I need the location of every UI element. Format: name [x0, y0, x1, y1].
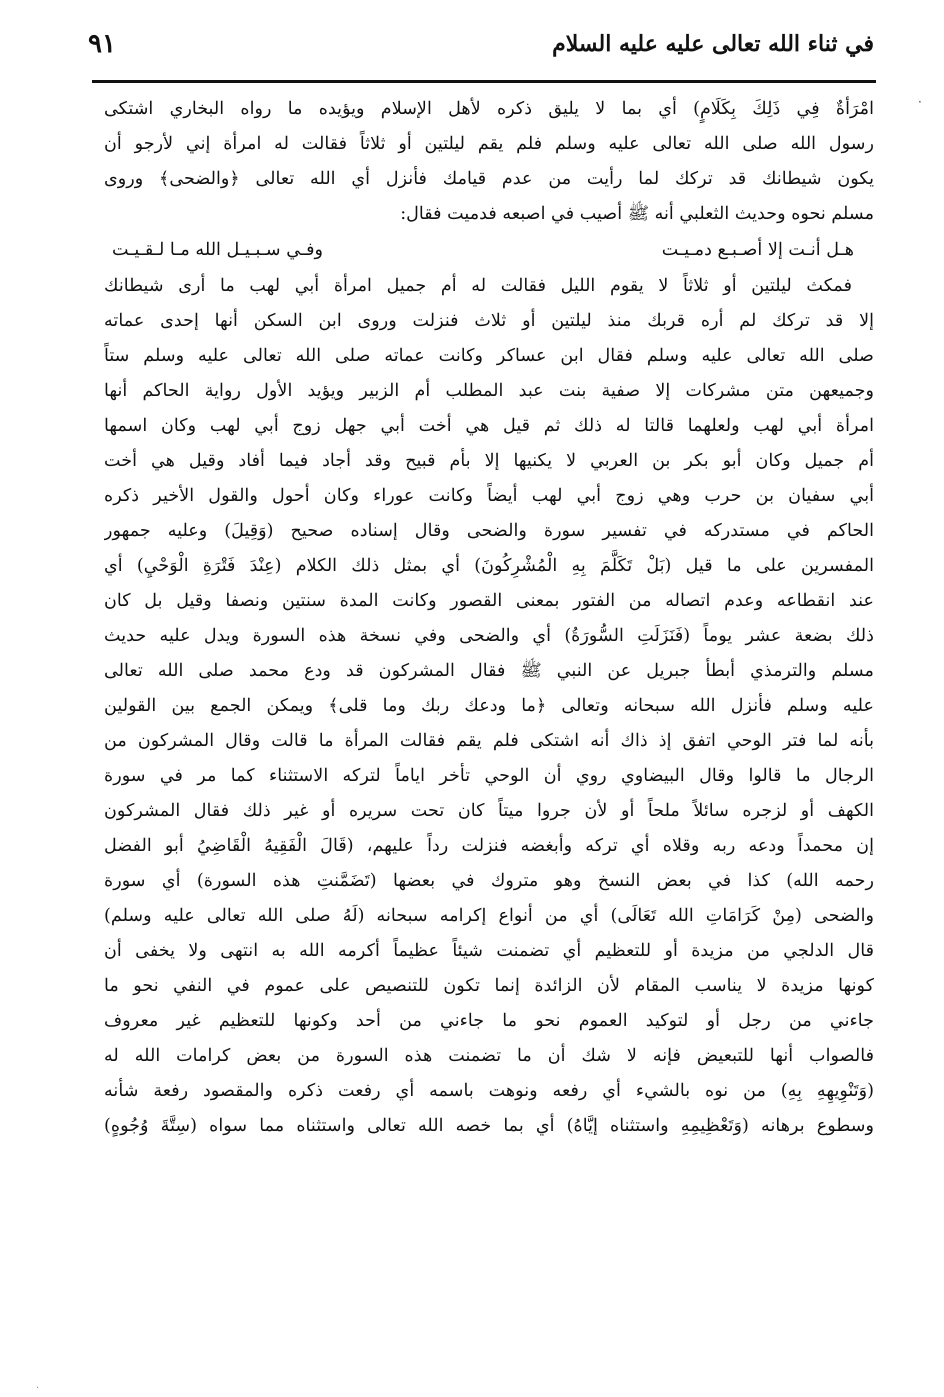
text-line: إن محمداً ودعه ربه وقلاه أي تركه وأبغضه فنزلت رداً عليهم، (قَالَ الْفَقِيهُ الْقَاضِيُ أبو الفضل [104, 836, 874, 856]
text-line: المفسرين على ما قيل (بَلْ تَكَلَّمَ بِهِ الْمُشْرِكُونَ) أي بمثل ذلك الكلام (عِنْدَ فَتْرَةِ الْوَحْيِ) أي [104, 556, 874, 576]
text-line: أبي سفيان بن حرب وهي زوج أبي لهب أيضاً وكانت عوراء وكان أحول والقول الأخير ذكره [104, 486, 874, 506]
text-line: صلى الله تعالى عليه وسلم فقال ابن عساكر وكانت عماته صلى الله تعالى عليه وسلم ستاً [104, 346, 874, 366]
text-line: فالصواب أنها للتبعيض فإنه لا شك أن ما تضمنت هذه السورة من بعض كرامات الله له [104, 1046, 874, 1066]
running-title: في ثناء الله تعالى عليه عليه السلام [552, 31, 874, 57]
text-line: بأنه لما فتر الوحي اتفق إذ ذاك أنه اشتكى فلم يقم فقالت المرأة ما قالت وقال المشركون من [104, 731, 874, 751]
text-line: مسلم والترمذي أبطأ جبريل عن النبي ﷺ فقال المشركون قد ودع محمد صلى الله تعالى [104, 661, 874, 681]
verse-second-hemistich: وفـي سـبـيـل الله مـا لـقـيـت [112, 240, 323, 260]
text-line: أم جميل وكان أبو بكر بن العربي لا يكنيها إلا بأم قبيح وقد أجاد فيما أفاد وقيل هي أخت [104, 451, 874, 471]
margin-mark: · [918, 95, 922, 109]
text-line: كونها مزيدة لا يناسب المقام لأن الزائدة إنما تكون للتنصيص على عموم في النفي نحو ما [104, 976, 874, 996]
text-line: (وَتَنْوِيهِهِ بِهِ) من نوه بالشيء أي رفعه ونوهت باسمه أي رفعت ذكره والمقصود رفعة شأنه [104, 1081, 874, 1101]
text-line: الكهف أو لزجره سائلاً ملحاً أو لأن جروا ميتاً كان تحت سريره أو غير ذلك فقال المشركون [104, 801, 874, 821]
text-line: وسطوع برهانه (وَتَعْظِيمِهِ واستثناه إيَّاهُ) أي بما خصه الله تعالى واستثناه مما سواه (سِتَّةَ وُجُوهٍ) [104, 1116, 874, 1136]
text-line: مسلم نحوه وحديث الثعلبي أنه ﷺ أصيب في اصبعه فدميت فقال: [400, 204, 874, 224]
text-line: رسول الله صلى الله تعالى عليه وسلم فلم يقم ليلتين أو ثلاثاً فقالت له امرأة إني لأرجو أن [104, 134, 874, 154]
text-line: يكون شيطانك قد تركك لما رأيت من عدم قيامك فأنزل أي الله تعالى ﴿والضحى﴾ وروى [104, 169, 874, 189]
text-line: عليه وسلم فأنزل الله سبحانه وتعالى ﴿ما ودعك ربك وما قلى﴾ ويمكن الجمع بين القولين [104, 696, 874, 716]
page-number: ٩١ [88, 29, 116, 59]
text-line: فمكث ليلتين أو ثلاثاً لا يقوم الليل فقالت له أم جميل امرأة أبي لهب ما أرى شيطانك [104, 276, 852, 296]
scan-speck: . [36, 1380, 40, 1391]
text-line: امرأة أبي لهب ولعلهما قالتا له ذلك ثم قيل هي أخت أبي جهل زوج أبي لهب وكان اسمها [104, 416, 874, 436]
text-line: وجميعهن متن مشركات إلا صفية بنت عبد المطلب أم الزبير ويؤيد الأول رواية الحاكم أنها [104, 381, 874, 401]
text-line: إلا قد تركك لم أره قربك منذ ليلتين أو ثلاث فنزلت وروى ابن السكن أنها إحدى عماته [104, 311, 874, 331]
poetry-verse [104, 232, 874, 269]
verse-first-hemistich: هـل أنـت إلا أصـبـع دمـيـت [661, 240, 854, 260]
body-text [104, 92, 874, 1312]
text-line: والضحى (مِنْ كَرَامَاتِ الله تَعَالَى) أي من أنواع إكرامه سبحانه (لَهُ صلى الله تعالى عليه وسلم) [104, 906, 874, 926]
text-line: ذلك بضعة عشر يوماً (فَنَزَلَتِ السُّورَةُ) أي والضحى وفي نسخة هذه السورة ويدل عليه حديث [104, 626, 874, 646]
text-line: جاءني من رجل أو لتوكيد العموم نحو ما جاءني من أحد وكونها للتعظيم غير معروف [104, 1011, 874, 1031]
text-line: امْرَأةٌ فِي ذَلِكَ بِكَلَامٍ) أي بما لا يليق ذكره لأهل الإسلام ويؤيده ما رواه البخاري اشتكى [104, 99, 874, 119]
text-line: عند انقطاعه وعدم اتصاله من الفتور بمعنى القصور وكانت المدة سنتين ونصفا وقيل بل كان [104, 591, 874, 611]
text-line: الرجال ما قالوا وقال البيضاوي روي أن الوحي تأخر اياماً لتركه الاستثناء كما مر في سورة [104, 766, 874, 786]
text-line: الحاكم في مستدركه في تفسير سورة والضحى وقال إسناده صحيح (وَقِيلَ) وعليه جمهور [104, 521, 874, 541]
header-rule [92, 80, 876, 83]
text-line: رحمه الله) كذا في بعض النسخ وهو متروك في بعضها (تَضَمَّنتِ هذه السورة) أي سورة [104, 871, 874, 891]
text-line: قال الدلجي من مزيدة أو للتعظيم أي تضمنت شيئاً عظيماً أكرمه الله به انتهى ولا يخفى أن [104, 941, 874, 961]
page-header [88, 22, 874, 66]
